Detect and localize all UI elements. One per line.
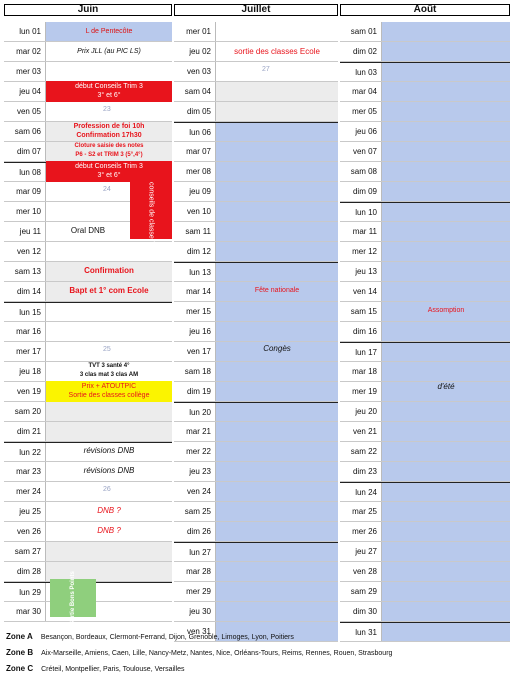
day-label: ven 12 bbox=[4, 242, 46, 261]
week-number: 25 bbox=[103, 346, 111, 353]
zone-c bbox=[6, 664, 185, 673]
event-dnb-2: DNB ? bbox=[97, 526, 121, 535]
event-dnb-1: DNB ? bbox=[97, 506, 121, 515]
day-label: jeu 06 bbox=[340, 122, 382, 141]
day-label: ven 17 bbox=[174, 342, 216, 361]
event-confirmation: Confirmation bbox=[84, 266, 134, 275]
event-prix-atout-line1: Prix + ATOUTPIC bbox=[81, 383, 137, 390]
event-assomption: Assomption bbox=[427, 307, 465, 314]
day-label: lun 15 bbox=[4, 303, 46, 321]
day-label: dim 26 bbox=[174, 522, 216, 541]
day-label: jeu 11 bbox=[4, 222, 46, 241]
zone-c-label: Zone C bbox=[6, 664, 34, 673]
event-sortie-college: Sortie des classes collège bbox=[68, 392, 150, 399]
day-label: ven 24 bbox=[174, 482, 216, 501]
day-label: ven 26 bbox=[4, 522, 46, 541]
day-label: mer 29 bbox=[174, 582, 216, 601]
day-label: sam 01 bbox=[340, 22, 382, 41]
day-label: dim 12 bbox=[174, 242, 216, 261]
day-label: lun 10 bbox=[340, 203, 382, 221]
week-number: 27 bbox=[262, 66, 270, 73]
day-label: sam 11 bbox=[174, 222, 216, 241]
day-label: dim 21 bbox=[4, 422, 46, 441]
event-conseils-2-line2: 3° et 6° bbox=[97, 172, 121, 179]
event-prix-atout bbox=[46, 381, 172, 402]
day-label: dim 14 bbox=[4, 282, 46, 301]
day-label: ven 28 bbox=[340, 562, 382, 581]
event-profession-line2: Confirmation 17h30 bbox=[76, 132, 142, 139]
event-fete-nationale: Fête nationale bbox=[254, 287, 300, 294]
day-label: dim 19 bbox=[174, 382, 216, 401]
day-label: ven 21 bbox=[340, 422, 382, 441]
day-label: mer 05 bbox=[340, 102, 382, 121]
day-label: jeu 13 bbox=[340, 262, 382, 281]
event-sortie-ecole: sortie des classes Ecole bbox=[234, 47, 320, 56]
day-label: mar 09 bbox=[4, 182, 46, 201]
event-oral-dnb: Oral DNB bbox=[70, 226, 106, 235]
month-header-juin: Juin bbox=[4, 4, 172, 16]
day-label: lun 29 bbox=[4, 583, 46, 601]
day-label: ven 05 bbox=[4, 102, 46, 121]
day-label: ven 03 bbox=[174, 62, 216, 81]
event-prix-jll: Prix JLL (au PIC LS) bbox=[77, 48, 141, 55]
month-header-juillet: Juillet bbox=[174, 4, 338, 16]
day-label: mar 04 bbox=[340, 82, 382, 101]
day-label: mar 11 bbox=[340, 222, 382, 241]
day-label: mar 25 bbox=[340, 502, 382, 521]
day-label: mar 16 bbox=[4, 322, 46, 341]
day-label: lun 24 bbox=[340, 483, 382, 501]
day-label: dim 16 bbox=[340, 322, 382, 341]
day-label: dim 28 bbox=[4, 562, 46, 581]
day-label: ven 07 bbox=[340, 142, 382, 161]
day-label: lun 17 bbox=[340, 343, 382, 361]
day-label: mer 24 bbox=[4, 482, 46, 501]
day-label: jeu 16 bbox=[174, 322, 216, 341]
day-label: sam 27 bbox=[4, 542, 46, 561]
day-label: sam 29 bbox=[340, 582, 382, 601]
week-number: 26 bbox=[103, 486, 111, 493]
day-label: sam 20 bbox=[4, 402, 46, 421]
day-label: mer 10 bbox=[4, 202, 46, 221]
day-label: mar 21 bbox=[174, 422, 216, 441]
day-label: jeu 25 bbox=[4, 502, 46, 521]
day-label: lun 13 bbox=[174, 263, 216, 281]
day-label: lun 03 bbox=[340, 63, 382, 81]
event-profession bbox=[46, 121, 172, 142]
day-label: jeu 09 bbox=[174, 182, 216, 201]
day-label: sam 15 bbox=[340, 302, 382, 321]
event-cloture-line2: P6 - S2 et TRIM 3 (5°,4°) bbox=[75, 152, 143, 158]
zone-b-text: Aix-Marseille, Amiens, Caen, Lille, Nancy-Metz, Nantes, Nice, Orléans-Tours, Reims, Rennes, Rouen, Strasbourg bbox=[41, 650, 393, 657]
event-dete: d'été bbox=[437, 382, 455, 391]
zone-a bbox=[6, 632, 294, 641]
event-conseils-vertical-text: conseils de classe Trim 3 bbox=[147, 182, 155, 261]
zone-a-text: Besançon, Bordeaux, Clermont-Ferrand, Dijon, Grenoble, Limoges, Lyon, Poitiers bbox=[40, 634, 294, 641]
event-conseils-2-line1: début Conseils Trim 3 bbox=[75, 163, 143, 170]
day-label: mar 07 bbox=[174, 142, 216, 161]
day-label: jeu 23 bbox=[174, 462, 216, 481]
day-label: mar 14 bbox=[174, 282, 216, 301]
day-label: mar 30 bbox=[4, 602, 46, 621]
event-conseils-vertical bbox=[130, 181, 172, 261]
day-label: sam 18 bbox=[174, 362, 216, 381]
day-label: dim 23 bbox=[340, 462, 382, 481]
day-label: sam 08 bbox=[340, 162, 382, 181]
day-label: sam 25 bbox=[174, 502, 216, 521]
zone-c-text: Créteil, Montpellier, Paris, Toulouse, Versailles bbox=[41, 666, 185, 673]
event-conseils-1-line2: 3° et 6° bbox=[97, 92, 121, 99]
day-label: dim 05 bbox=[174, 102, 216, 121]
day-label: dim 30 bbox=[340, 602, 382, 621]
day-label: mer 12 bbox=[340, 242, 382, 261]
event-revisions-2: révisions DNB bbox=[83, 466, 135, 475]
day-label: mer 17 bbox=[4, 342, 46, 361]
zone-a-label: Zone A bbox=[6, 632, 33, 641]
month-header-aout: Août bbox=[340, 4, 510, 16]
day-label: dim 09 bbox=[340, 182, 382, 201]
day-label: jeu 20 bbox=[340, 402, 382, 421]
event-sortie-bons-points bbox=[50, 571, 96, 625]
juillet-events bbox=[174, 22, 338, 642]
event-tvt-line2: 3 clas mat 3 clas AM bbox=[79, 372, 139, 378]
day-label: jeu 18 bbox=[4, 362, 46, 381]
day-label: dim 07 bbox=[4, 142, 46, 161]
day-label: ven 10 bbox=[174, 202, 216, 221]
juin-events bbox=[4, 22, 172, 642]
event-pentecote: L de Pentecôte bbox=[46, 22, 172, 41]
day-label: lun 01 bbox=[4, 22, 46, 41]
event-sortie-bons-points-text: Sortie Bons Points bbox=[70, 571, 76, 625]
day-label: jeu 04 bbox=[4, 82, 46, 101]
zone-b-label: Zone B bbox=[6, 648, 34, 657]
day-label: sam 22 bbox=[340, 442, 382, 461]
day-label: mer 01 bbox=[174, 22, 216, 41]
day-label: jeu 30 bbox=[174, 602, 216, 621]
day-label: mer 26 bbox=[340, 522, 382, 541]
day-label: lun 22 bbox=[4, 443, 46, 461]
day-label: sam 06 bbox=[4, 122, 46, 141]
day-label: mer 03 bbox=[4, 62, 46, 81]
day-label: lun 08 bbox=[4, 163, 46, 181]
zone-b bbox=[6, 648, 392, 657]
event-tvt-line1: TVT 3 santé 4° bbox=[88, 363, 130, 369]
week-number: 23 bbox=[103, 106, 111, 113]
day-label: sam 04 bbox=[174, 82, 216, 101]
day-label: mar 18 bbox=[340, 362, 382, 381]
week-number: 24 bbox=[103, 186, 111, 193]
event-conges: Congès bbox=[263, 344, 291, 353]
day-label: dim 02 bbox=[340, 42, 382, 61]
event-revisions-1: révisions DNB bbox=[83, 446, 135, 455]
event-tvt bbox=[46, 361, 172, 381]
day-label: sam 13 bbox=[4, 262, 46, 281]
day-label: mer 22 bbox=[174, 442, 216, 461]
day-label: mer 19 bbox=[340, 382, 382, 401]
day-label: lun 20 bbox=[174, 403, 216, 421]
event-conseils-1 bbox=[46, 81, 172, 102]
day-label: mer 08 bbox=[174, 162, 216, 181]
day-label: mar 28 bbox=[174, 562, 216, 581]
event-cloture bbox=[46, 141, 172, 162]
day-label: mar 23 bbox=[4, 462, 46, 481]
event-profession-line1: Profession de foi 10h bbox=[73, 123, 145, 130]
event-cloture-line1: Cloture saisie des notes bbox=[74, 143, 144, 149]
day-label: jeu 02 bbox=[174, 42, 216, 61]
event-bapt: Bapt et 1° com Ecole bbox=[69, 286, 149, 295]
day-label: mar 02 bbox=[4, 42, 46, 61]
day-label: mer 15 bbox=[174, 302, 216, 321]
day-label: ven 14 bbox=[340, 282, 382, 301]
day-label: ven 19 bbox=[4, 382, 46, 401]
day-label: ven 31 bbox=[174, 622, 216, 641]
event-conseils-2 bbox=[46, 161, 172, 182]
day-label: jeu 27 bbox=[340, 542, 382, 561]
event-conseils-1-line1: début Conseils Trim 3 bbox=[75, 83, 143, 90]
day-label: lun 31 bbox=[340, 623, 382, 641]
aout-events bbox=[340, 22, 510, 642]
day-label: lun 06 bbox=[174, 123, 216, 141]
day-label: lun 27 bbox=[174, 543, 216, 561]
